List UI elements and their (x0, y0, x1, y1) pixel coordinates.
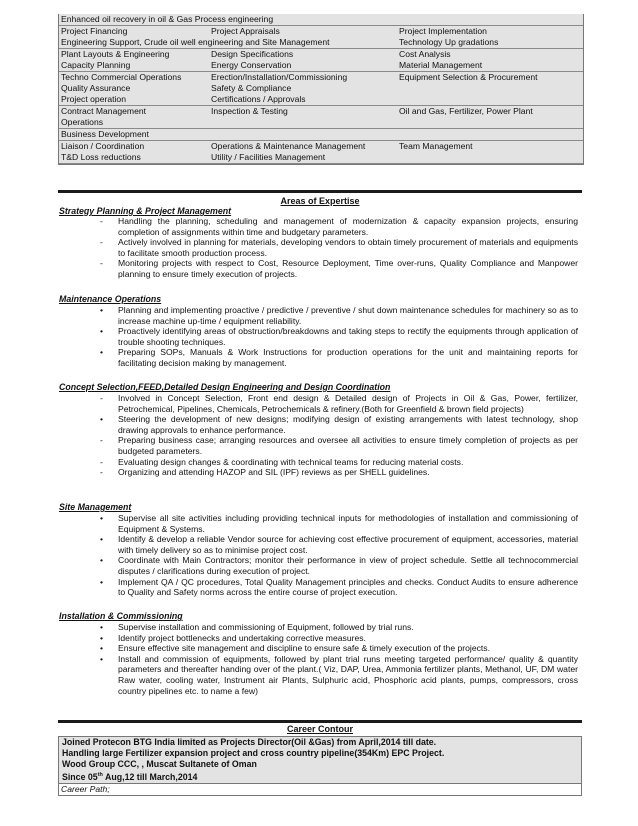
bullet-item (100, 258, 578, 279)
skill-cell: Plant Layouts & Engineering (61, 49, 170, 59)
list-concept (100, 393, 578, 478)
career-period: Aug,12 till March,2014 (102, 771, 198, 782)
career-line: Handling large Fertilizer expansion project and cross country pipeline(354Km) EPC Project. (62, 748, 445, 758)
skill-cell: Material Management (399, 60, 483, 70)
bullet-marker: • (100, 326, 104, 337)
skills-table (58, 14, 584, 165)
bullet-text: Planning and implementing proactive / predictive / preventive / shut down maintenance schedules for machinery so as to increase machine up-time / equipment reliability. (118, 305, 578, 326)
skill-cell: Project Appraisals (211, 26, 280, 36)
career-box (58, 736, 582, 796)
bullet-text: Supervise installation and commissioning of Equipment, followed by trial runs. (118, 622, 414, 632)
bullet-item (100, 534, 578, 555)
bullet-item (100, 457, 578, 468)
skill-cell: Design Specifications (211, 49, 294, 59)
skill-cell: Operations (61, 117, 104, 127)
bullet-item (100, 555, 578, 576)
bullet-marker: - (100, 467, 103, 478)
skill-cell: Project Implementation (399, 26, 487, 36)
skill-cell: Safety & Compliance (211, 83, 292, 93)
bullet-item (100, 326, 578, 347)
bullet-text: Ensure effective site management and discipline to ensure safe & timely execution of the projects. (118, 643, 490, 654)
bullet-item (100, 347, 578, 368)
skill-cell: Engineering Support, Crude oil well engineering and Site Management (61, 37, 330, 47)
skill-cell: Contract Management (61, 106, 147, 116)
skills-row (59, 129, 583, 141)
skills-row (59, 49, 583, 60)
bullet-marker: • (100, 347, 104, 358)
skill-cell: Quality Assurance (61, 83, 131, 93)
expertise-title: Areas of Expertise (280, 196, 360, 206)
bullet-marker: • (100, 305, 104, 315)
bullet-text: Actively involved in planning for materials, developing vendors to obtain timely procurement of materials and equipments to facilitate smooth production process. (118, 237, 578, 258)
bullet-marker: • (100, 622, 104, 632)
bullet-text: Coordinate with Main Contractors; monitor their performance in view of project schedule. Settle all technocommercial disputes / clarifications during execution of project. (118, 555, 578, 576)
bullet-item (100, 633, 578, 644)
career-since: Since 05 (62, 771, 98, 782)
skill-cell: Team Management (399, 141, 473, 151)
bullet-item (100, 643, 578, 654)
skill-cell: Techno Commercial Operations (61, 72, 182, 82)
bullet-text: Preparing SOPs, Manuals & Work Instructions for production operations for the unit and maintaining reports for facilitating decision making by management. (118, 347, 578, 368)
skill-cell: Certifications / Approvals (211, 94, 306, 104)
skill-cell: Utility / Facilities Management (211, 152, 326, 162)
skills-row (59, 152, 583, 164)
bullet-text: Identify & develop a reliable Vendor source for achieving cost effective procurement of equipment, accessories, material with timely delivery so as to minimise project cost. (118, 534, 578, 555)
career-path-label: Career Path; (59, 783, 581, 795)
bullet-marker: • (100, 643, 104, 654)
subhead-site: Site Management (59, 502, 132, 512)
bullet-item (100, 216, 578, 237)
skills-row (59, 106, 583, 117)
skill-cell: Operations & Maintenance Management (211, 141, 366, 151)
bullet-text: Install and commission of equipments, followed by plant trial runs meeting targeted performance/ quality & quantity parameters and thereafter handing over of the plant.( Viz, DAP, Urea, Ammonia fertilizer plants, Methanol, UF, DM water Raw water, cooling water, Instrument air Plants, Sulphuric acid, Phosphoric acid plants, pumps, compressors, cross country pipelines etc. to name a few) (118, 653, 578, 696)
bullet-marker: • (100, 534, 104, 545)
bullet-marker: • (100, 576, 104, 587)
skills-row (59, 37, 583, 49)
bullet-text: Steering the development of new designs; modifying design of existing arrangements with latest technology, shop drawing approvals to enhance performance. (118, 414, 578, 435)
skill-cell: Capacity Planning (61, 60, 131, 70)
career-contour (58, 720, 582, 796)
career-line: Wood Group CCC, , Muscat Sultanete of Oman (62, 759, 257, 769)
bullet-text: Supervise all site activities including providing technical inputs for methodologies of installation and commissioning of Equipment & Systems. (118, 513, 578, 534)
bullet-marker: - (100, 393, 103, 403)
skill-cell: Cost Analysis (399, 49, 451, 59)
bullet-marker: • (100, 513, 104, 523)
bullet-text: Handling the planning, scheduling and management of modernization & capacity expansion projects, ensuring completion of assignments within time and budgetary parameters. (118, 216, 578, 237)
list-installation (100, 622, 578, 696)
subhead-concept: Concept Selection,FEED,Detailed Design Engineering and Design Coordination (59, 382, 391, 392)
bullet-marker: • (100, 414, 104, 425)
bullet-marker: - (100, 258, 103, 269)
skill-cell: Oil and Gas, Fertilizer, Power Plant (399, 106, 533, 116)
bullet-item (100, 513, 578, 534)
bullet-marker: - (100, 435, 103, 446)
skill-cell: Equipment Selection & Procurement (399, 72, 538, 82)
career-line (59, 770, 581, 783)
bullet-item (100, 305, 578, 326)
bullet-marker: - (100, 456, 103, 467)
bullet-text: Implement QA / QC procedures, Total Quality Management principles and checks. Conduct Audits to ensure adherence to Quality and Safety norms across the entire course of project execution. (118, 576, 578, 598)
bullet-text: Monitoring projects with respect to Cost, Resource Deployment, Time over-runs, Quality Compliance and Manpower planning to ensure timely execution of projects. (118, 258, 578, 279)
career-title: Career Contour (286, 724, 353, 734)
skills-row (59, 72, 583, 83)
skill-cell: T&D Loss reductions (61, 152, 141, 162)
bullet-text: Evaluating design changes & coordinating with technical teams for reducing material costs. (118, 456, 464, 467)
list-strategy (100, 216, 578, 280)
list-site (100, 513, 578, 598)
skill-cell: Liaison / Coordination (61, 141, 145, 151)
bullet-text: Identify project bottlenecks and undertaking corrective measures. (118, 632, 366, 643)
skill-cell: Project Financing (61, 26, 128, 36)
bullet-text: Organizing and attending HAZOP and SIL (IPF) reviews as per SHELL guidelines. (118, 467, 430, 478)
skill-cell: Erection/Installation/Commissioning (211, 72, 348, 82)
bullet-marker: - (100, 216, 103, 226)
skill-cell: Energy Conservation (211, 60, 292, 70)
bullet-marker: • (100, 632, 104, 643)
skill-cell: Technology Up gradations (399, 37, 499, 47)
skills-row (59, 117, 583, 129)
subhead-maintenance: Maintenance Operations (59, 294, 162, 304)
list-maintenance (100, 305, 578, 369)
skill-cell: Enhanced oil recovery in oil & Gas Process engineering (61, 14, 274, 24)
skills-row (59, 60, 583, 72)
bullet-text: Involved in Concept Selection, Front end design & Detailed design of Projects in Oil & Gas, Power, fertilizer, Petrochemical, Pipelines, Chemicals, Petrochemicals & refinery.(Both for Greenfield & brown field projects) (118, 393, 578, 414)
ordinal-suffix: th (97, 772, 103, 778)
skill-cell: Business Development (61, 129, 149, 139)
bullet-marker: • (100, 653, 104, 664)
subhead-installation: Installation & Commissioning (59, 611, 183, 621)
bullet-item (100, 414, 578, 435)
bullet-item (100, 435, 578, 456)
skills-row (59, 26, 583, 37)
bullet-item (100, 654, 578, 696)
bullet-item (100, 622, 578, 633)
subhead-strategy: Strategy Planning & Project Management (59, 206, 232, 216)
career-line: Joined Protecon BTG India limited as Projects Director(Oil &Gas) from April,2014 till date. (62, 737, 437, 747)
section-divider (58, 720, 582, 723)
skill-cell: Project operation (61, 94, 126, 104)
bullet-text: Proactively identifying areas of obstruction/breakdowns and taking steps to rectify the equipments through application of trouble shooting techniques. (118, 326, 578, 347)
section-divider (58, 190, 582, 193)
bullet-marker: • (100, 555, 104, 566)
bullet-item (100, 237, 578, 258)
bullet-text: Preparing business case; arranging resources and oversee all activities to ensure timely completion of projects as per budgeted parameters. (118, 435, 578, 456)
skills-row (59, 141, 583, 152)
skills-row (59, 83, 583, 94)
skills-row (59, 94, 583, 106)
skills-row (59, 14, 583, 26)
skill-cell: Inspection & Testing (211, 106, 288, 116)
bullet-marker: - (100, 237, 103, 248)
bullet-item (100, 393, 578, 414)
bullet-item (100, 467, 578, 478)
bullet-item (100, 577, 578, 598)
